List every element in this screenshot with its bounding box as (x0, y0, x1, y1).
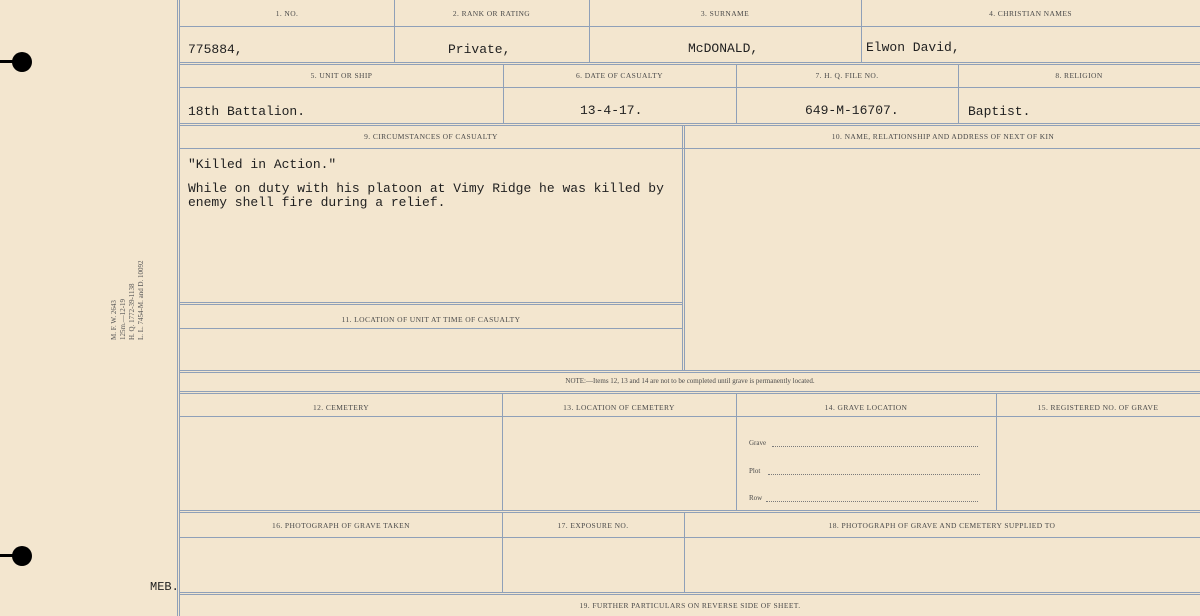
value-rank: Private, (448, 42, 511, 57)
grave-line (772, 446, 978, 447)
margin-line-1: M. F. W. 2643 (110, 300, 118, 340)
value-christian-names: Elwon David, (866, 40, 960, 55)
value-hq-file: 649-M-16707. (805, 103, 899, 118)
form-margin-print (110, 260, 146, 340)
label-hq-file: 7. H. Q. FILE NO. (815, 71, 879, 80)
punch-hole-top-mark (0, 60, 16, 63)
circumstances-line-2: While on duty with his platoon at Vimy Ridge he was killed by (188, 181, 664, 196)
row4-bottom (180, 510, 1200, 513)
location-label-line (180, 328, 682, 329)
row-label: Row (749, 494, 763, 502)
label-grave-location: 14. GRAVE LOCATION (824, 403, 908, 412)
margin-line-2: 125m.—12-19 (119, 298, 127, 340)
punch-hole-bottom-mark (0, 554, 16, 557)
row-line (766, 501, 978, 502)
value-religion: Baptist. (968, 104, 1031, 119)
value-date: 13-4-17. (580, 103, 643, 118)
label-further: 19. FURTHER PARTICULARS ON REVERSE SIDE OF SHEET. (579, 601, 801, 610)
label-next-of-kin: 10. NAME, RELATIONSHIP AND ADDRESS OF NEXT OF KIN (831, 132, 1055, 141)
row1-bottom (180, 62, 1200, 65)
circumstances-line-3: enemy shell fire during a relief. (188, 195, 446, 210)
label-religion: 8. RELIGION (1055, 71, 1103, 80)
label-photo-supplied: 18. PHOTOGRAPH OF GRAVE AND CEMETERY SUPPLIED TO (828, 521, 1056, 530)
label-no: 1. NO. (275, 9, 299, 18)
value-surname: McDONALD, (688, 41, 759, 56)
margin-line-4: L. L. 7454-M. and D. 10092 (137, 260, 145, 340)
row1-label-line (180, 26, 1200, 27)
row3-bottom (180, 370, 1200, 373)
row3-label-line (180, 148, 1200, 149)
label-location-unit: 11. LOCATION OF UNIT AT TIME OF CASUALTY (341, 315, 521, 324)
circumstances-bottom (180, 302, 682, 305)
label-cemetery: 12. CEMETERY (312, 403, 370, 412)
plot-line (768, 474, 980, 475)
label-circumstances: 9. CIRCUMSTANCES OF CASUALTY (364, 132, 498, 141)
grave-label: Grave (749, 439, 767, 447)
row5-bottom (180, 592, 1200, 595)
label-registered-no: 15. REGISTERED NO. OF GRAVE (1037, 403, 1159, 412)
label-christian-names: 4. CHRISTIAN NAMES (989, 9, 1072, 18)
label-exposure: 17. EXPOSURE NO. (557, 521, 629, 530)
row2-label-line (180, 87, 1200, 88)
row5-label-line (180, 537, 1200, 538)
label-surname: 3. SURNAME (700, 9, 750, 18)
margin-line-3: H. Q. 1772-39-1138 (128, 283, 136, 340)
label-photo-taken: 16. PHOTOGRAPH OF GRAVE TAKEN (272, 521, 410, 530)
note-bottom (180, 391, 1200, 394)
row3-divider (682, 125, 685, 371)
label-unit: 5. UNIT OR SHIP (310, 71, 373, 80)
note-text: NOTE:—Items 12, 13 and 14 are not to be completed until grave is permanently located. (565, 377, 815, 385)
value-service-number: 775884, (188, 42, 243, 57)
label-date: 6. DATE OF CASUALTY (576, 71, 663, 80)
label-location-cemetery: 13. LOCATION OF CEMETERY (563, 403, 675, 412)
plot-label: Plot (749, 467, 761, 475)
clerk-initials: MEB. (150, 580, 179, 594)
value-unit: 18th Battalion. (188, 104, 306, 119)
row4-label-line (180, 416, 1200, 417)
label-rank: 2. RANK OR RATING (452, 9, 531, 18)
circumstances-line-1: "Killed in Action." (188, 157, 337, 172)
row2-bottom (180, 123, 1200, 126)
